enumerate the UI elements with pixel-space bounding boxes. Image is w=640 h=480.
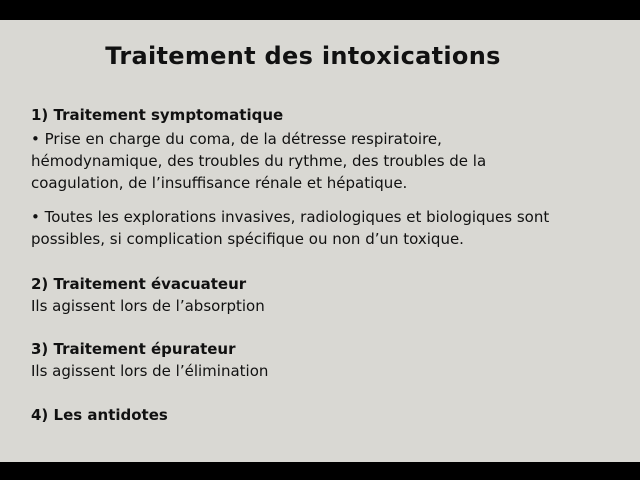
- section-heading-epurateur: 3) Traitement épurateur: [31, 340, 236, 358]
- slide: [0, 20, 640, 462]
- bullet-1-line-3: coagulation, de l’insuffisance rénale et hépatique.: [31, 174, 408, 192]
- bullet-1-line-2: hémodynamique, des troubles du rythme, des troubles de la: [31, 152, 487, 170]
- section-text-evacuateur: Ils agissent lors de l’absorption: [31, 297, 265, 315]
- section-heading-antidotes: 4) Les antidotes: [31, 406, 168, 424]
- bullet-2-line-1: • Toutes les explorations invasives, radiologiques et biologiques sont: [31, 208, 550, 226]
- section-heading-evacuateur: 2) Traitement évacuateur: [31, 275, 247, 293]
- slide-title: Traitement des intoxications: [105, 42, 501, 70]
- bullet-2-line-2: possibles, si complication spécifique ou non d’un toxique.: [31, 230, 464, 248]
- section-text-epurateur: Ils agissent lors de l’élimination: [31, 362, 269, 380]
- section-heading-symptomatique: 1) Traitement symptomatique: [31, 106, 284, 124]
- bullet-1-line-1: • Prise en charge du coma, de la détresse respiratoire,: [31, 130, 442, 148]
